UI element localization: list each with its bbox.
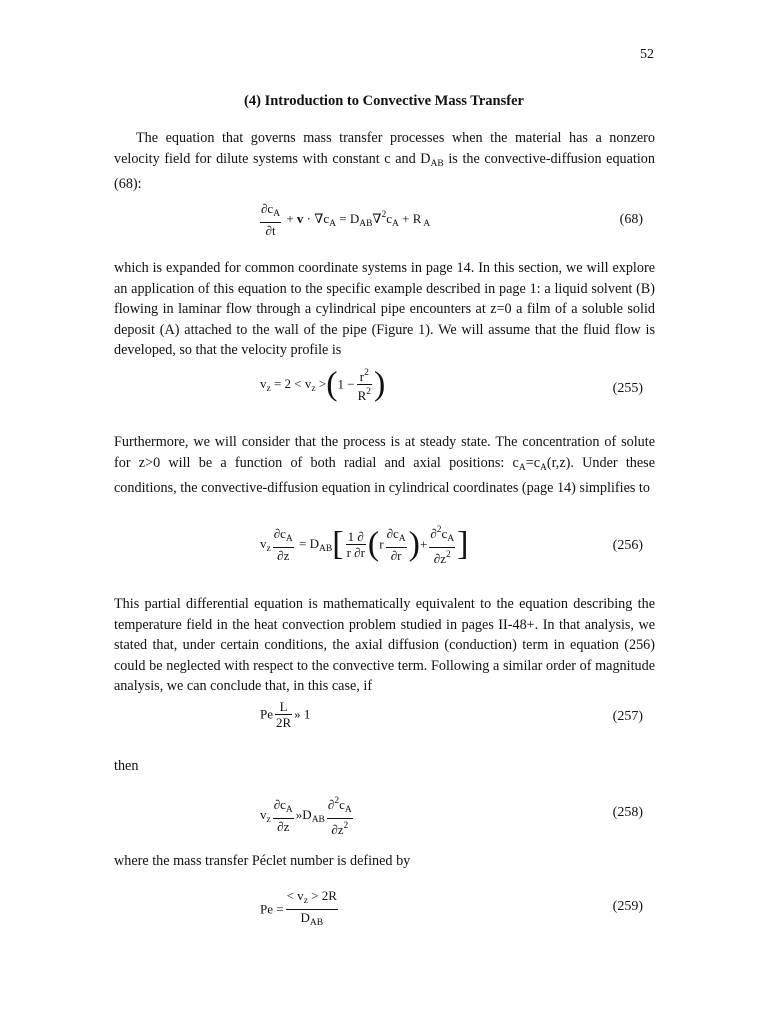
equation-number-255: (255) xyxy=(612,381,643,396)
section-title: (4) Introduction to Convective Mass Transfer xyxy=(244,93,524,109)
paragraph-steady-state-text-a: Furthermore, we will consider that the process is at steady state. The concentration of solute for z>0 will be a function of both radial and axial positions: c xyxy=(114,434,655,471)
paragraph-axial-diffusion: This partial differential equation is mathematically equivalent to the equation describing the temperature field in the heat convection problem studied in pages II-48+. In that analysis, we stated that, under certain conditions, the axial diffusion (conduction) term in equation (256) could be neglected with respect to the convective term. Following a similar order of magnitude analysis, we can conclude that, in this case, if xyxy=(114,596,655,694)
equation-259: Pe = $\frac{< v_z > 2R}{D_{AB}}$ xyxy=(260,888,337,928)
equation-257: Pe $\frac{L}{2R}$ » 1 xyxy=(260,699,311,730)
equation-number-257: (257) xyxy=(612,709,643,724)
equation-258: $v_z$ $\frac{\partial c_A}{\partial z}$ $»D_{AB}$ $\frac{\partial^2c_A}{\partial z^2}$ xyxy=(260,796,352,837)
paragraph-steady-state xyxy=(114,432,655,499)
equation-number-259: (259) xyxy=(612,899,643,914)
paragraph-steady-state-sub1: A xyxy=(518,462,526,473)
equation-256: $v_z$ $\frac{\partial c_A}{\partial z}$ = $D_{AB}$[ $\frac{1 \partial}{r \partial r}$ (r $\frac{\partial c_A}{\partial r}$ )+ $\frac{\partial^2c_A}{\partial z^2}$ ] xyxy=(260,525,469,566)
paragraph-steady-state-sub2: A xyxy=(540,462,547,473)
equation-255: $v_z = 2 < v_z >(1$ − $\frac{r^2}{R^2}$ ) xyxy=(260,365,386,403)
paragraph-steady-state-text-b: (r,z). Under these conditions, the convective-diffusion equation in cylindrical coordinates (page 14) simplifies to xyxy=(114,454,655,496)
paragraph-steady-state-mid: =c xyxy=(525,454,541,471)
equation-number-256: (256) xyxy=(612,538,643,553)
paragraph-peclet-definition: where the mass transfer Péclet number is defined by xyxy=(114,853,411,869)
equation-number-258: (258) xyxy=(612,805,643,820)
paragraph-intro-text-b: is the convective-diffusion equation (68): xyxy=(114,150,655,192)
equation-68: $\frac{\partial c_A}{\partial t}$ + $v \cdot \nabla c_A = D_{AB}\nabla^2c_A + R$ $_A$ xyxy=(261,201,431,238)
equation-number-68: (68) xyxy=(619,212,643,227)
paragraph-intro xyxy=(114,128,655,195)
paragraph-velocity-profile: which is expanded for common coordinate systems in page 14. In this section, we will explore an application of this equation to the specific example described in page 1: a liquid solvent (B) flowing in laminar flow through a cylindrical pipe encounters at z=0 a film of a soluble solid deposit (A) attached to the wall of the pipe (Figure 1). We will assume that the fluid flow is developed, so that the velocity profile is xyxy=(114,260,655,358)
paragraph-intro-sub: AB xyxy=(430,158,444,169)
page-number: 52 xyxy=(640,47,654,62)
paragraph-then: then xyxy=(114,758,139,774)
paragraph-intro-text-a: The equation that governs mass transfer processes when the material has a nonzero velocity field for dilute systems with constant c and D xyxy=(114,130,655,167)
